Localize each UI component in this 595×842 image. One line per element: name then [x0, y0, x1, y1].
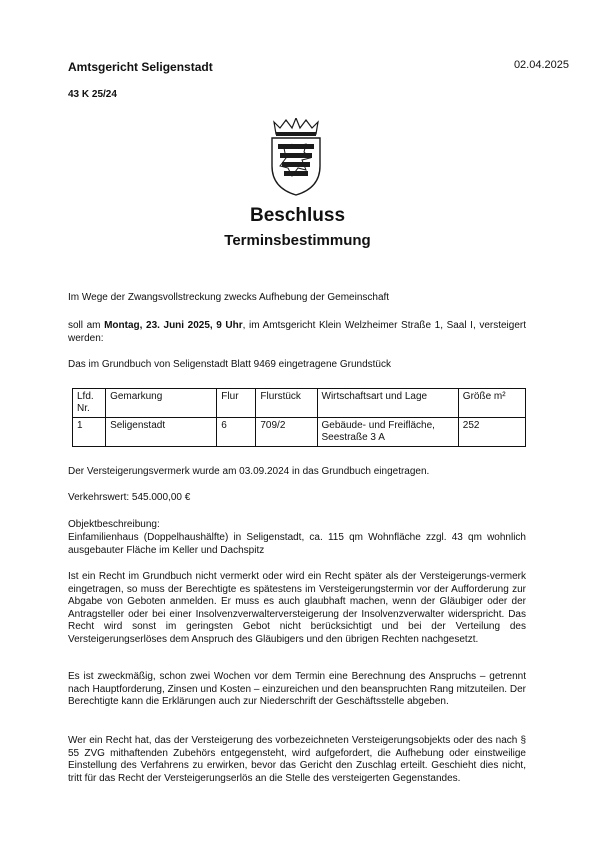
column-header: Flurstück	[256, 389, 317, 418]
column-header: Lfd. Nr.	[73, 389, 106, 418]
table-cell: 252	[458, 418, 525, 447]
table-cell: 1	[73, 418, 106, 447]
object-description: Einfamilienhaus (Doppelhaushälfte) in Seligenstadt, ca. 115 qm Wohnfläche zzgl. 43 qm wohnlich ausgebauter Fläche im Keller und Dachspitz	[68, 532, 526, 556]
column-header: Gemarkung	[106, 389, 217, 418]
column-header: Flur	[217, 389, 256, 418]
table-cell: Seligenstadt	[106, 418, 217, 447]
court-name: Amtsgericht Seligenstadt	[68, 60, 213, 74]
coat-of-arms-icon	[266, 118, 326, 196]
column-header: Wirtschaftsart und Lage	[317, 389, 458, 418]
table-row	[73, 418, 526, 447]
table-cell: 709/2	[256, 418, 317, 447]
table-cell: Gebäude- und Freifläche, Seestraße 3 A	[317, 418, 458, 447]
file-number: 43 K 25/24	[68, 89, 117, 100]
object-heading: Objektbeschreibung:	[68, 519, 160, 530]
document-subtitle: Terminsbestimmung	[224, 232, 371, 249]
calculation-paragraph: Es ist zweckmäßig, schon zwei Wochen vor dem Termin eine Berechnung des Anspruchs – getrennt nach Hauptforderung, Zinsen und Kosten – einzureichen und den beanspruchten Rang mitzuteilen. Der Berechtigte kann die Erklärungen auch zur Niederschrift der Geschäftsstelle abgeben.	[68, 671, 526, 707]
document-date: 02.04.2025	[513, 59, 569, 71]
registration-note: Der Versteigerungsvermerk wurde am 03.09.2024 in das Grundbuch eingetragen.	[68, 466, 430, 477]
schedule-prefix: soll am	[68, 320, 105, 331]
table-header-row	[73, 389, 526, 418]
market-value: Verkehrswert: 545.000,00 €	[68, 492, 191, 503]
property-intro: Das im Grundbuch von Seligenstadt Blatt 9469 eingetragene Grundstück	[68, 359, 391, 370]
rights-paragraph: Ist ein Recht im Grundbuch nicht vermerkt oder wird ein Recht später als der Versteigerungs-vermerk eingetragen, so muss der Berechtigte es spätestens im Versteigerungstermin vor der Aufforderung zur Abgabe von Geboten anmelden. Er muss es auch glaubhaft machen, wenn der Gläubiger oder der Antragsteller oder bei einer Insolvenzverwalterversteigerung der Insolvenzverwalter widerspricht. Das Recht wird sonst im geringsten Gebot nicht berücksichtigt und bei der Verteilung des Versteigerungserlöses dem Anspruch des Gläubigers und den übrigen Rechten nachgesetzt.	[68, 571, 526, 645]
document-title: Beschluss	[249, 205, 346, 226]
schedule-text	[68, 320, 526, 345]
intro-text: Im Wege der Zwangsvollstreckung zwecks Aufhebung der Gemeinschaft	[68, 292, 390, 303]
schedule-date: Montag, 23. Juni 2025, 9 Uhr	[104, 320, 243, 331]
table-cell: 6	[217, 418, 256, 447]
column-header: Größe m²	[458, 389, 525, 418]
counter-rights-paragraph: Wer ein Recht hat, das der Versteigerung des vorbezeichneten Versteigerungsobjekts oder des nach § 55 ZVG mithaftenden Zubehörs entgegensteht, wird aufgefordert, die Aufhebung oder einstweilige Einstellung des Verfahrens zu erwirken, bevor das Gericht den Zuschlag erteilt. Geschieht dies nicht, tritt für das Recht der Versteigerungserlös an die Stelle des versteigerten Gegenstandes.	[68, 735, 526, 784]
property-table	[72, 388, 526, 447]
schedule-suffix: , im Amtsgericht Klein Welzheimer Straße 1, Saal I, versteigert werden:	[68, 320, 527, 344]
